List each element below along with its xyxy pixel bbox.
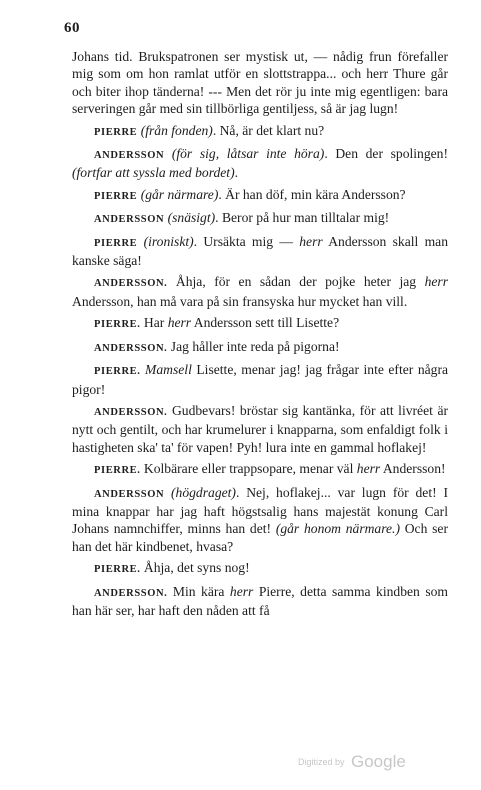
speaker-name: PIERRE (94, 190, 138, 202)
emphasis-text: herr (229, 583, 254, 599)
dialogue-text: . Är han döf, min kära Andersson? (218, 186, 406, 202)
dialogue-text: . Den der spolingen! (324, 146, 448, 162)
dialogue-text: . (234, 165, 239, 181)
dialogue-text: . Beror på hur man tilltalar mig! (215, 210, 390, 226)
google-logo: Google (350, 752, 406, 771)
dialogue-line-8 (72, 338, 448, 357)
dialogue-text: Och ser han det här kindbenet, hvasa? (72, 521, 448, 554)
dialogue-text: Gudbevars! bröstar sig kantänka, för att livréet är nytt och gentilt, och har krumelurer i knapparna, som enfaldigt folk i hastigheten ska' ta' för vapen! Pyh! lura inte en gammal hoflakej! (72, 402, 449, 455)
dialogue-text: Andersson skall man kanske säga! (72, 233, 449, 269)
stage-direction: (ironiskt) (143, 233, 194, 249)
speaker-name: PIERRE. (94, 564, 141, 576)
speaker-name: ANDERSSON. (94, 587, 168, 599)
dialogue-text: Andersson sett till Lisette? (191, 315, 340, 331)
emphasis-text: Mamsell (145, 362, 192, 378)
dialogue-text: Min kära (172, 583, 230, 599)
emphasis-text: herr (356, 461, 381, 477)
dialogue-line-4 (72, 209, 448, 228)
dialogue-text: . Nej, hoflakej... var lugn för det! I mina knappar har jag haft högstsalig hans majestät konung Carl Johans namnchiffer, minns han det! (72, 484, 448, 537)
dialogue-line-14 (72, 583, 448, 620)
dialogue-text: Har (143, 315, 168, 331)
emphasis-text: herr (299, 233, 323, 249)
speaker-name: ANDERSSON. (94, 342, 168, 354)
dialogue-line-12 (72, 484, 448, 556)
dialogue-text: Lisette, menar jag! jag frågar inte efter några pigor! (72, 362, 449, 397)
emphasis-text: herr (167, 315, 192, 331)
stage-direction: (högdraget) (171, 484, 236, 500)
stage-direction: (går närmare) (140, 186, 219, 202)
stage-direction: (fortfar att syssla med bordet) (72, 165, 235, 181)
emphasis-text: herr (424, 274, 448, 290)
opening-paragraph: Johans tid. Brukspatronen ser mystisk ut, — nådig frun förefaller mig som om hon ramlat utför en slottstrappa... och herr Thure går och biter ihop tänderna! --- Men det rör ju inte mig egentligen: bara serveringen går med sin tillbörliga gentiljess, så är jag lugn! (72, 49, 448, 117)
dialogue-line-9 (72, 361, 448, 398)
stage-direction: (för sig, låtsar inte höra) (171, 146, 325, 162)
speaker-name: PIERRE. (94, 319, 141, 331)
speaker-name: ANDERSSON. (94, 278, 168, 290)
speaker-name: PIERRE (94, 237, 138, 249)
dialogue-line-5 (72, 233, 448, 270)
dialogue-line-11 (72, 460, 448, 479)
speaker-name: ANDERSSON (94, 150, 165, 162)
stage-direction: (snäsigt) (167, 210, 216, 226)
dialogue-line-1 (72, 122, 448, 141)
dialogue-line-2 (72, 145, 448, 182)
dialogue-text: Åhja, det syns nog! (143, 560, 250, 576)
dialogue-text: Jag håller inte reda på pigorna! (170, 338, 340, 354)
stage-direction: (går honom närmare.) (275, 521, 400, 537)
digitized-watermark (298, 752, 406, 772)
dialogue-text: Pierre, detta samma kindben som han här ser, har haft den nåden att få (72, 583, 448, 618)
speaker-name: ANDERSSON. (94, 406, 168, 418)
dialogue-line-6 (72, 273, 448, 310)
speaker-name: PIERRE (94, 126, 138, 138)
speaker-name: ANDERSSON (94, 214, 165, 226)
body-text (72, 48, 448, 623)
dialogue-text: Kolbärare eller trappsopare, menar väl (143, 461, 357, 477)
dialogue-text: Åhja, för en sådan der pojke heter jag (175, 274, 425, 290)
dialogue-line-13 (72, 559, 448, 578)
dialogue-line-7 (72, 314, 448, 333)
dialogue-text: Andersson! (380, 461, 446, 477)
speaker-name: PIERRE. (94, 465, 141, 477)
dialogue-text: Andersson, han må vara på sin fransyska hur mycket han vill. (72, 293, 408, 309)
speaker-name: PIERRE. (94, 366, 141, 378)
page-number: 60 (64, 20, 80, 36)
dialogue-line-3 (72, 186, 448, 205)
dialogue-text: . Nå, är det klart nu? (212, 122, 325, 138)
dialogue-text: . Ursäkta mig — (193, 233, 300, 249)
speaker-name: ANDERSSON (94, 488, 165, 500)
stage-direction: (från fonden) (140, 122, 213, 138)
watermark-prefix: Digitized by (298, 757, 345, 767)
dialogue-line-10 (72, 402, 448, 456)
